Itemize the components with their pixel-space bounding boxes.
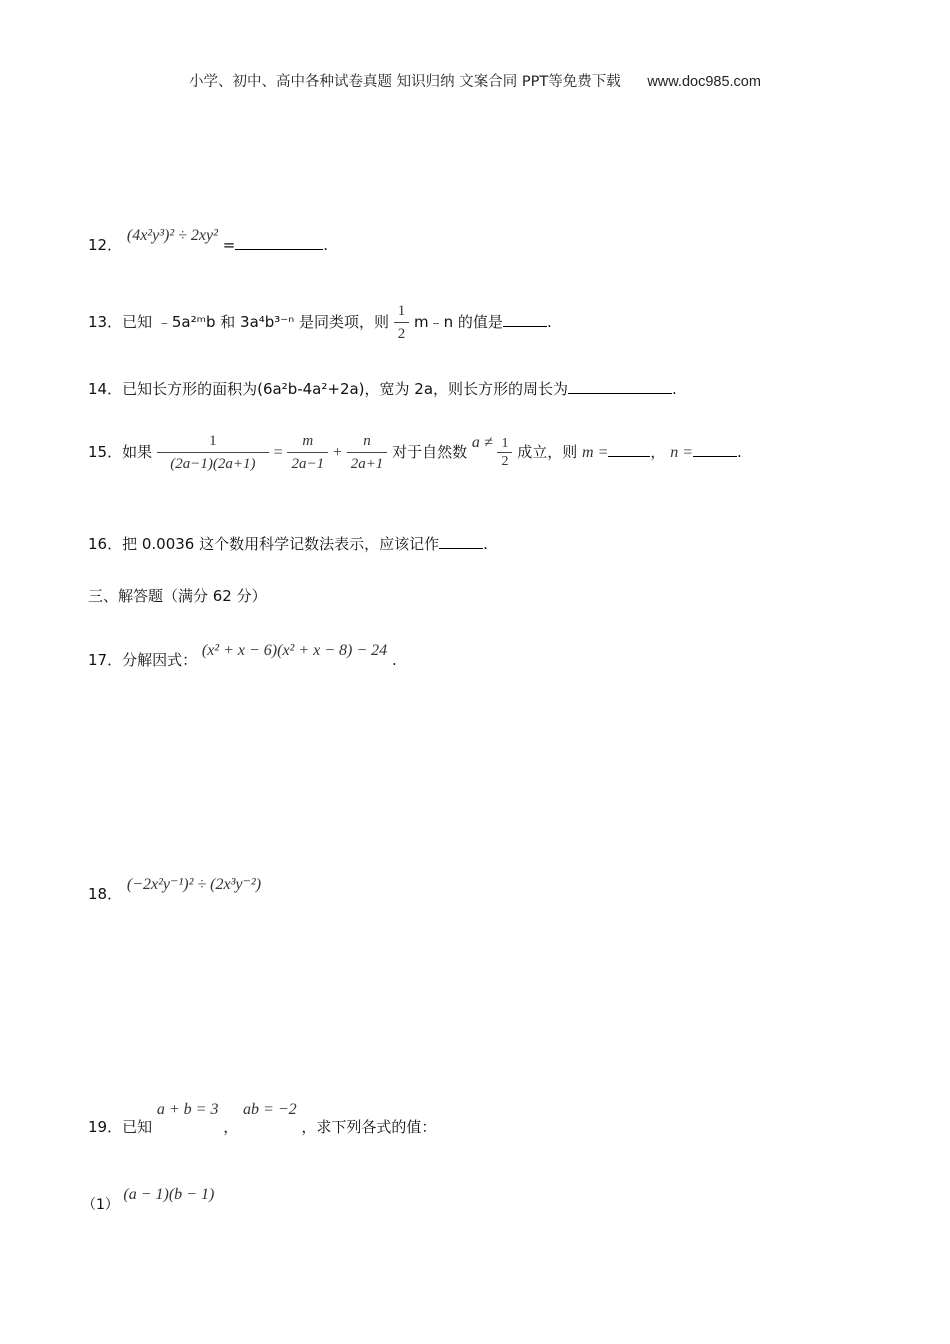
q15-f4-den: 2 bbox=[501, 454, 509, 469]
question-14 bbox=[88, 378, 677, 399]
q19-text: ，求下列各式的值： bbox=[301, 1118, 437, 1136]
q19-expr-2: ab = −2 bbox=[243, 1101, 297, 1118]
question-19 bbox=[88, 1101, 437, 1137]
q13-text-1: ﹣5a²ᵐb 和 3a⁴b³⁻ⁿ 是同类项，则 bbox=[156, 313, 389, 331]
q18-expression: (−2x²y⁻¹)² ÷ (2x³y⁻²) bbox=[126, 876, 262, 893]
q15-f1-den: (2a−1)(2a+1) bbox=[170, 456, 256, 472]
q15-fraction-3 bbox=[347, 430, 388, 475]
q14-text: 14．已知长方形的面积为(6a²b-4a²+2a)，宽为 2a，则长方形的周长为 bbox=[88, 380, 569, 398]
q15-fraction-1 bbox=[157, 430, 269, 475]
q15-f3-num: n bbox=[347, 430, 388, 453]
section-3-title: 三、解答题（满分 62 分） bbox=[88, 587, 267, 605]
q12-expression: (4x²y³)² ÷ 2xy² bbox=[126, 227, 218, 244]
q15-f3-den: 2a+1 bbox=[350, 456, 384, 472]
q15-m-blank bbox=[608, 442, 650, 457]
question-13 bbox=[88, 300, 552, 345]
q13-fraction bbox=[394, 300, 410, 345]
q19-1-label: （1） bbox=[82, 1197, 119, 1213]
q15-plus: + bbox=[332, 444, 342, 461]
q12-answer-blank bbox=[235, 235, 323, 250]
q13-number: 13．已知 bbox=[88, 313, 153, 331]
question-19-part-1 bbox=[82, 1186, 215, 1214]
header-text: 小学、初中、高中各种试卷真题 知识归纳 文案合同 PPT等免费下载 bbox=[189, 74, 621, 90]
q19-comma: ， bbox=[223, 1118, 239, 1136]
question-17 bbox=[88, 642, 397, 670]
q16-period: . bbox=[483, 535, 488, 553]
question-12 bbox=[88, 227, 329, 255]
q15-comma: ， bbox=[650, 443, 666, 461]
q15-f4-num: 1 bbox=[497, 435, 512, 453]
q15-number: 15．如果 bbox=[88, 443, 153, 461]
q15-f2-den: 2a−1 bbox=[291, 456, 325, 472]
q16-answer-blank bbox=[439, 534, 483, 549]
q15-fraction-4 bbox=[497, 435, 512, 470]
q18-number: 18． bbox=[88, 885, 123, 903]
q17-text: 17．分解因式： bbox=[88, 651, 198, 669]
q12-number: 12． bbox=[88, 236, 123, 254]
q15-m-equals: m = bbox=[582, 444, 609, 461]
q15-condition: a ≠ bbox=[471, 434, 493, 451]
q15-fraction-2 bbox=[287, 430, 328, 475]
q12-equals: = bbox=[222, 236, 236, 254]
q13-frac-num: 1 bbox=[394, 300, 410, 323]
question-16 bbox=[88, 533, 488, 554]
q17-period: . bbox=[391, 651, 397, 669]
q15-n-blank bbox=[693, 442, 737, 457]
q15-text-2: 成立，则 bbox=[517, 443, 578, 461]
q15-equals: = bbox=[273, 444, 283, 461]
question-18 bbox=[88, 876, 262, 904]
q17-expression: (x² + x − 6)(x² + x − 8) − 24 bbox=[201, 642, 388, 659]
q12-period: . bbox=[323, 236, 329, 254]
q15-f1-num: 1 bbox=[157, 430, 269, 453]
q16-text: 16．把 0.0036 这个数用科学记数法表示，应该记作 bbox=[88, 535, 440, 553]
q15-period: . bbox=[736, 443, 742, 461]
q15-text-1: 对于自然数 bbox=[392, 443, 468, 461]
q13-period: . bbox=[546, 313, 552, 331]
question-15 bbox=[88, 430, 742, 475]
q13-answer-blank bbox=[503, 312, 547, 327]
q14-answer-blank bbox=[568, 379, 672, 394]
q19-number: 19．已知 bbox=[88, 1118, 153, 1136]
page-header bbox=[0, 70, 950, 91]
q15-n-equals: n = bbox=[670, 444, 693, 461]
q14-period: . bbox=[672, 380, 677, 398]
q15-f2-num: m bbox=[287, 430, 328, 453]
q13-frac-den: 2 bbox=[397, 326, 406, 342]
header-url: www.doc985.com bbox=[647, 74, 761, 90]
q19-1-expression: (a − 1)(b − 1) bbox=[123, 1186, 215, 1203]
q13-text-2: m﹣n 的值是 bbox=[414, 313, 503, 331]
q19-expr-1: a + b = 3 bbox=[156, 1101, 219, 1118]
